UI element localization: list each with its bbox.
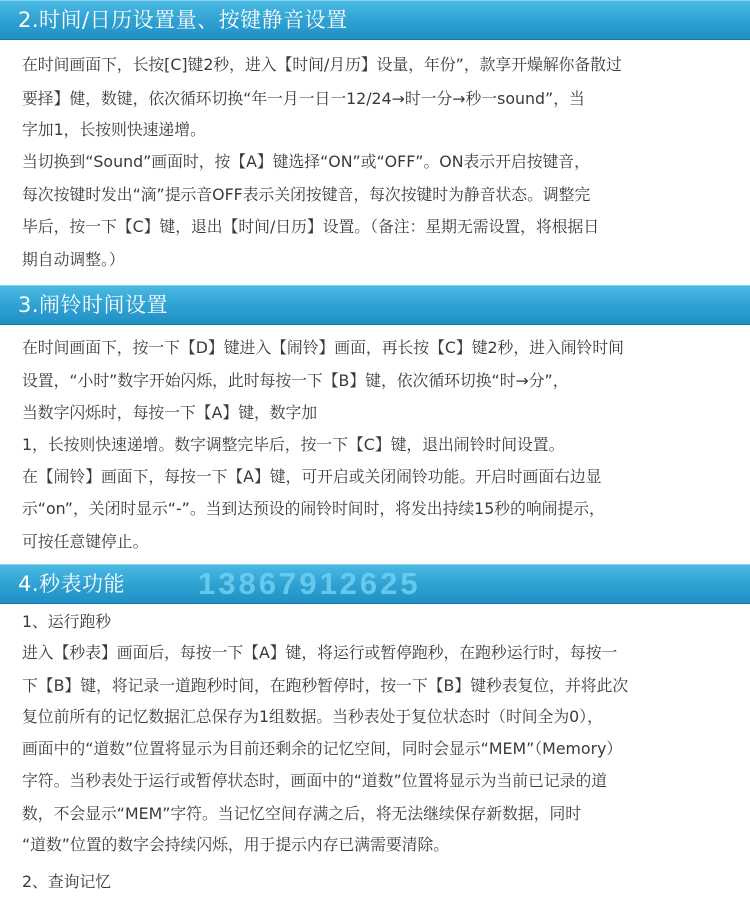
section-time-calendar (0, 0, 750, 269)
section-title: 3.闹铃时间设置 (18, 293, 169, 317)
body-line: 毕后，按一下【C】键，退出【时间/日历】设置。（备注：星期无需设置，将根据日 (22, 217, 600, 236)
phone-number-watermark: 13867912625 (198, 566, 421, 601)
section-stopwatch (0, 564, 750, 891)
body-line: 字符。当秒表处于运行或暂停状态时，画面中的“道数”位置将显示为当前已记录的道 (22, 771, 608, 790)
body-line: 字加1，长按则快速递增。 (22, 120, 206, 139)
body-line: 进入【秒表】画面后，每按一下【A】键，将运行或暂停跑秒，在跑秒运行时，每按一 (22, 643, 618, 662)
body-line: 画面中的“道数”位置将显示为目前还剩余的记忆空间，同时会显示“MEM”（Memory） (22, 739, 623, 758)
section-title: 4.秒表功能 (18, 572, 126, 596)
body-line: 可按任意键停止。 (22, 532, 149, 551)
body-line: 2、查询记忆 (22, 872, 112, 891)
body-line: “道数”位置的数字会持续闪烁，用于提示内存已满需要清除。 (22, 835, 450, 854)
section-header (0, 285, 750, 325)
body-line: 每次按键时发出“滴”提示音OFF表示关闭按键音，每次按键时为静音状态。调整完 (22, 185, 591, 204)
body-line: 要择】健，数键，依次循环切换“年一月一日一12/24→时一分→秒一sound”，当 (22, 89, 585, 108)
body-line: 期自动调整。） (22, 250, 125, 269)
body-line: 复位前所有的记忆数据汇总保存为1组数据。当秒表处于复位状态时（时间全为0）， (22, 707, 603, 726)
body-line: 下【B】键，将记录一道跑秒时间，在跑秒暂停时，按一下【B】键秒表复位，并将此次 (22, 676, 629, 695)
body-line: 设置，“小时”数字开始闪烁，此时每按一下【B】键，依次循环切换“时→分”， (22, 371, 569, 390)
body-line: 示“on”，关闭时显示“-”。当到达预设的闹铃时间时，将发出持续15秒的响闹提示， (22, 499, 605, 518)
body-line: 在时间画面下，按一下【D】键进入【闹铃】画面，再长按【C】键2秒，进入闹铃时间 (22, 338, 624, 357)
body-line: 当切换到“Sound”画面时，按【A】键选择“ON”或“OFF”。ON表示开启按键音， (22, 152, 590, 171)
section-header (0, 564, 750, 604)
body-line: 在时间画面下，长按[C]键2秒，进入【时间/月历】设量，年份”，款享开燥解你备散过 (22, 55, 622, 74)
body-line: 在【闹铃】画面下，每按一下【A】键，可开启或关闭闹铃功能。开启时画面右边显 (22, 467, 602, 486)
section-title: 2.时间/日历设置量、按键静音设置 (18, 8, 348, 32)
body-line: 数，不会显示“MEM”字符。当记忆空间存满之后，将无法继续保存新数据，同时 (22, 804, 582, 823)
section-header (0, 0, 750, 40)
section-alarm (0, 285, 750, 551)
body-line: 1，长按则快速递增。数字调整完毕后，按一下【C】键，退出闹铃时间设置。 (22, 435, 565, 454)
body-line: 1、运行跑秒 (22, 612, 112, 631)
body-line: 当数字闪烁时，每按一下【A】键，数字加 (22, 403, 318, 422)
